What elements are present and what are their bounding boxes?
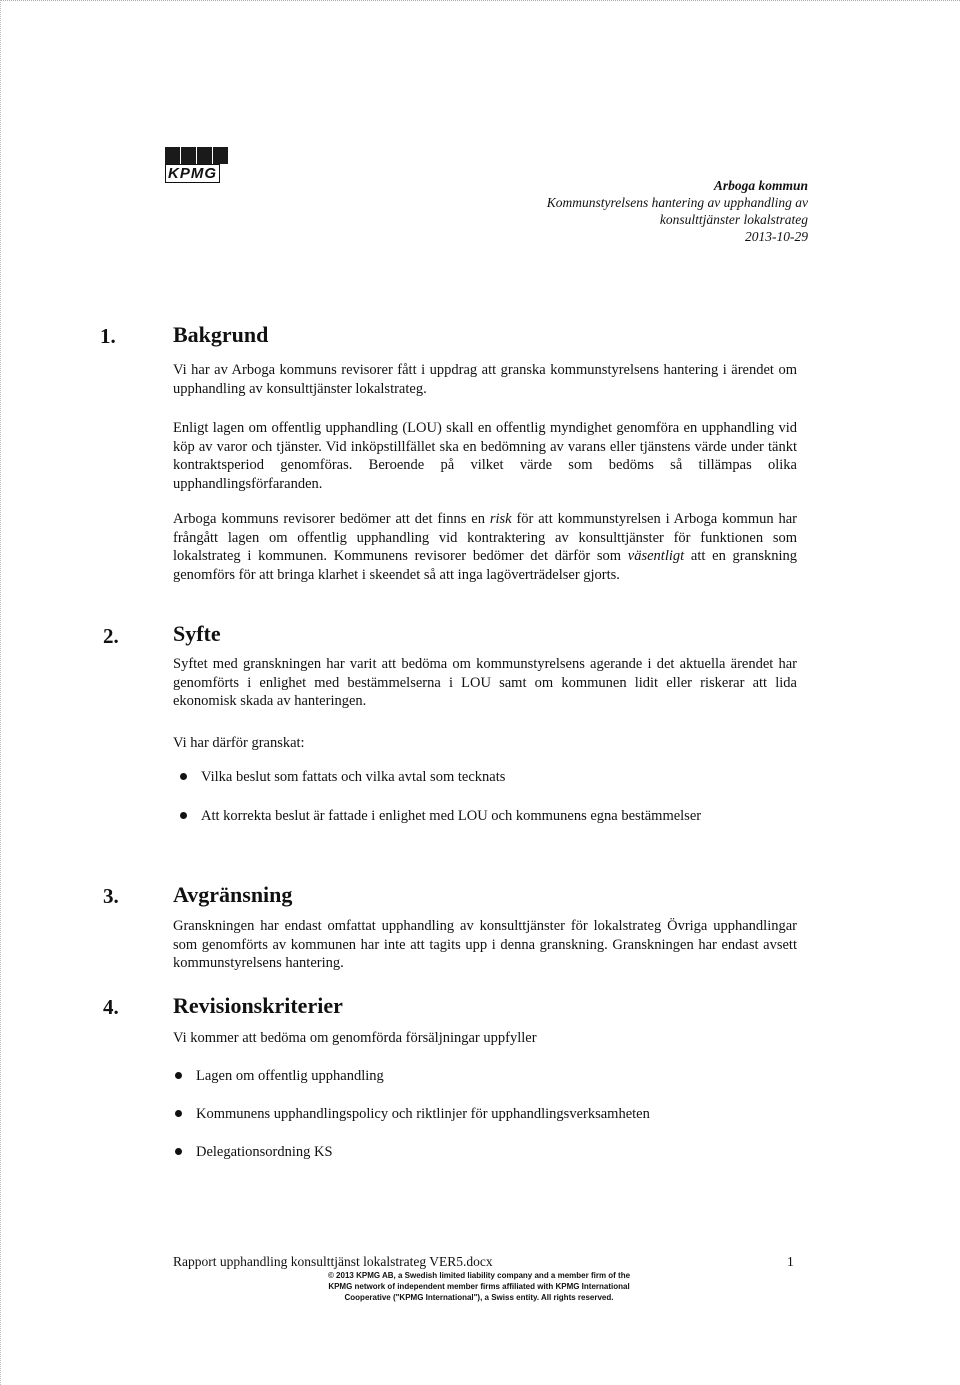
emphasis-risk: risk	[489, 511, 512, 527]
footer-copyright-line: Cooperative ("KPMG International"), a Swiss entity. All rights reserved.	[344, 1293, 614, 1302]
section-3-title: Avgränsning	[173, 882, 293, 907]
section-3-paragraph-1: Granskningen har endast omfattat upphandling av konsulttjänster för lokalstrateg Övriga upphandlingar som genomförts av kommunen har inte att tagits upp i denna granskning. Granskningen har endast avsett kommunstyrelsens hantering.	[173, 918, 797, 972]
list-item	[175, 1105, 650, 1123]
logo-boxes	[165, 147, 231, 164]
list-item-text: Kommunens upphandlingspolicy och riktlinjer för upphandlingsverksamheten	[196, 1106, 650, 1122]
section-2-title: Syfte	[173, 621, 221, 646]
bullet-icon	[180, 812, 187, 819]
section-1-number: 1.	[100, 324, 116, 348]
list-item-text: Delegationsordning KS	[196, 1144, 333, 1160]
list-item	[175, 1143, 333, 1161]
header-date: 2013-10-29	[745, 229, 808, 244]
list-item-text: Att korrekta beslut är fattade i enlighet med LOU och kommunens egna bestämmelser	[201, 808, 702, 824]
section-1-paragraph-3	[173, 510, 797, 584]
logo-box	[181, 147, 196, 164]
header-org: Arboga kommun	[713, 178, 808, 193]
section-1-paragraph-1: Vi har av Arboga kommuns revisorer fått i uppdrag att granska kommunstyrelsens hantering i ärendet om upphandling av konsulttjänster lokalstrateg.	[173, 362, 797, 397]
footer-copyright	[314, 1270, 644, 1303]
section-4-title: Revisionskriterier	[173, 993, 343, 1018]
logo-text: KPMG	[165, 164, 220, 183]
bullet-icon	[175, 1110, 182, 1117]
document-header	[547, 177, 808, 245]
kpmg-logo	[165, 147, 231, 181]
section-3-number: 3.	[103, 884, 119, 908]
bullet-icon	[175, 1148, 182, 1155]
scan-edge-left	[0, 0, 3, 1385]
section-2-paragraph-2: Vi har därför granskat:	[173, 735, 305, 751]
section-2-number: 2.	[103, 624, 119, 648]
list-item	[180, 768, 505, 786]
header-subtitle-2: konsulttjänster lokalstrateg	[659, 212, 808, 227]
text-run: Arboga kommuns revisorer bedömer att det finns en	[173, 511, 490, 527]
footer-copyright-line: © 2013 KPMG AB, a Swedish limited liability company and a member firm of the	[327, 1271, 631, 1280]
logo-box	[165, 147, 180, 164]
section-4-number: 4.	[103, 995, 119, 1019]
text-run: för att kommunstyrelsen i Arboga kommun har frångått lagen om offentlig upphandling vid kontraktering av konsulttjänster för funktionen som lokalstrateg i kommunen. Kommunens revisorer bedömer det därför som	[173, 511, 797, 565]
list-item	[180, 807, 701, 825]
header-subtitle-1: Kommunstyrelsens hantering av upphandling av	[546, 195, 808, 210]
footer-page-number: 1	[787, 1254, 794, 1269]
section-1-title: Bakgrund	[173, 322, 269, 347]
logo-box	[213, 147, 228, 164]
footer-copyright-line: KPMG network of independent member firms affiliated with KPMG International	[328, 1282, 630, 1291]
section-2-paragraph-1: Syftet med granskningen har varit att bedöma om kommunstyrelsens agerande i det aktuella ärendet har genomförts i enlighet med bestämmelserna i LOU samt om kommunen lidit eller riskerar att lida ekonomisk skada av hanteringen.	[173, 656, 797, 710]
bullet-icon	[180, 773, 187, 780]
logo-box	[197, 147, 212, 164]
list-item-text: Lagen om offentlig upphandling	[196, 1068, 384, 1084]
bullet-icon	[175, 1072, 182, 1079]
scan-edge-top	[0, 0, 960, 3]
list-item-text: Vilka beslut som fattats och vilka avtal som tecknats	[201, 769, 506, 785]
emphasis-vasentligt: väsentligt	[627, 548, 685, 565]
list-item	[175, 1067, 384, 1085]
footer-document-name: Rapport upphandling konsulttjänst lokalstrateg VER5.docx	[173, 1254, 493, 1269]
section-4-paragraph-1: Vi kommer att bedöma om genomförda försäljningar uppfyller	[173, 1030, 537, 1046]
text-run: att en granskning genomförs för att bringa klarhet i skeendet så att inga lagöverträdelser gjorts.	[173, 548, 797, 583]
section-1-paragraph-2: Enligt lagen om offentlig upphandling (LOU) skall en offentlig myndighet genomföra en upphandling vid köp av varor och tjänster. Vid inköpstillfället ska en bedömning av varans eller tjänstens värde under tänkt kontraktsperiod genomföras. Beroende på vilket värde som bedöms så tillämpas olika upphandlingsförfaranden.	[173, 420, 797, 492]
